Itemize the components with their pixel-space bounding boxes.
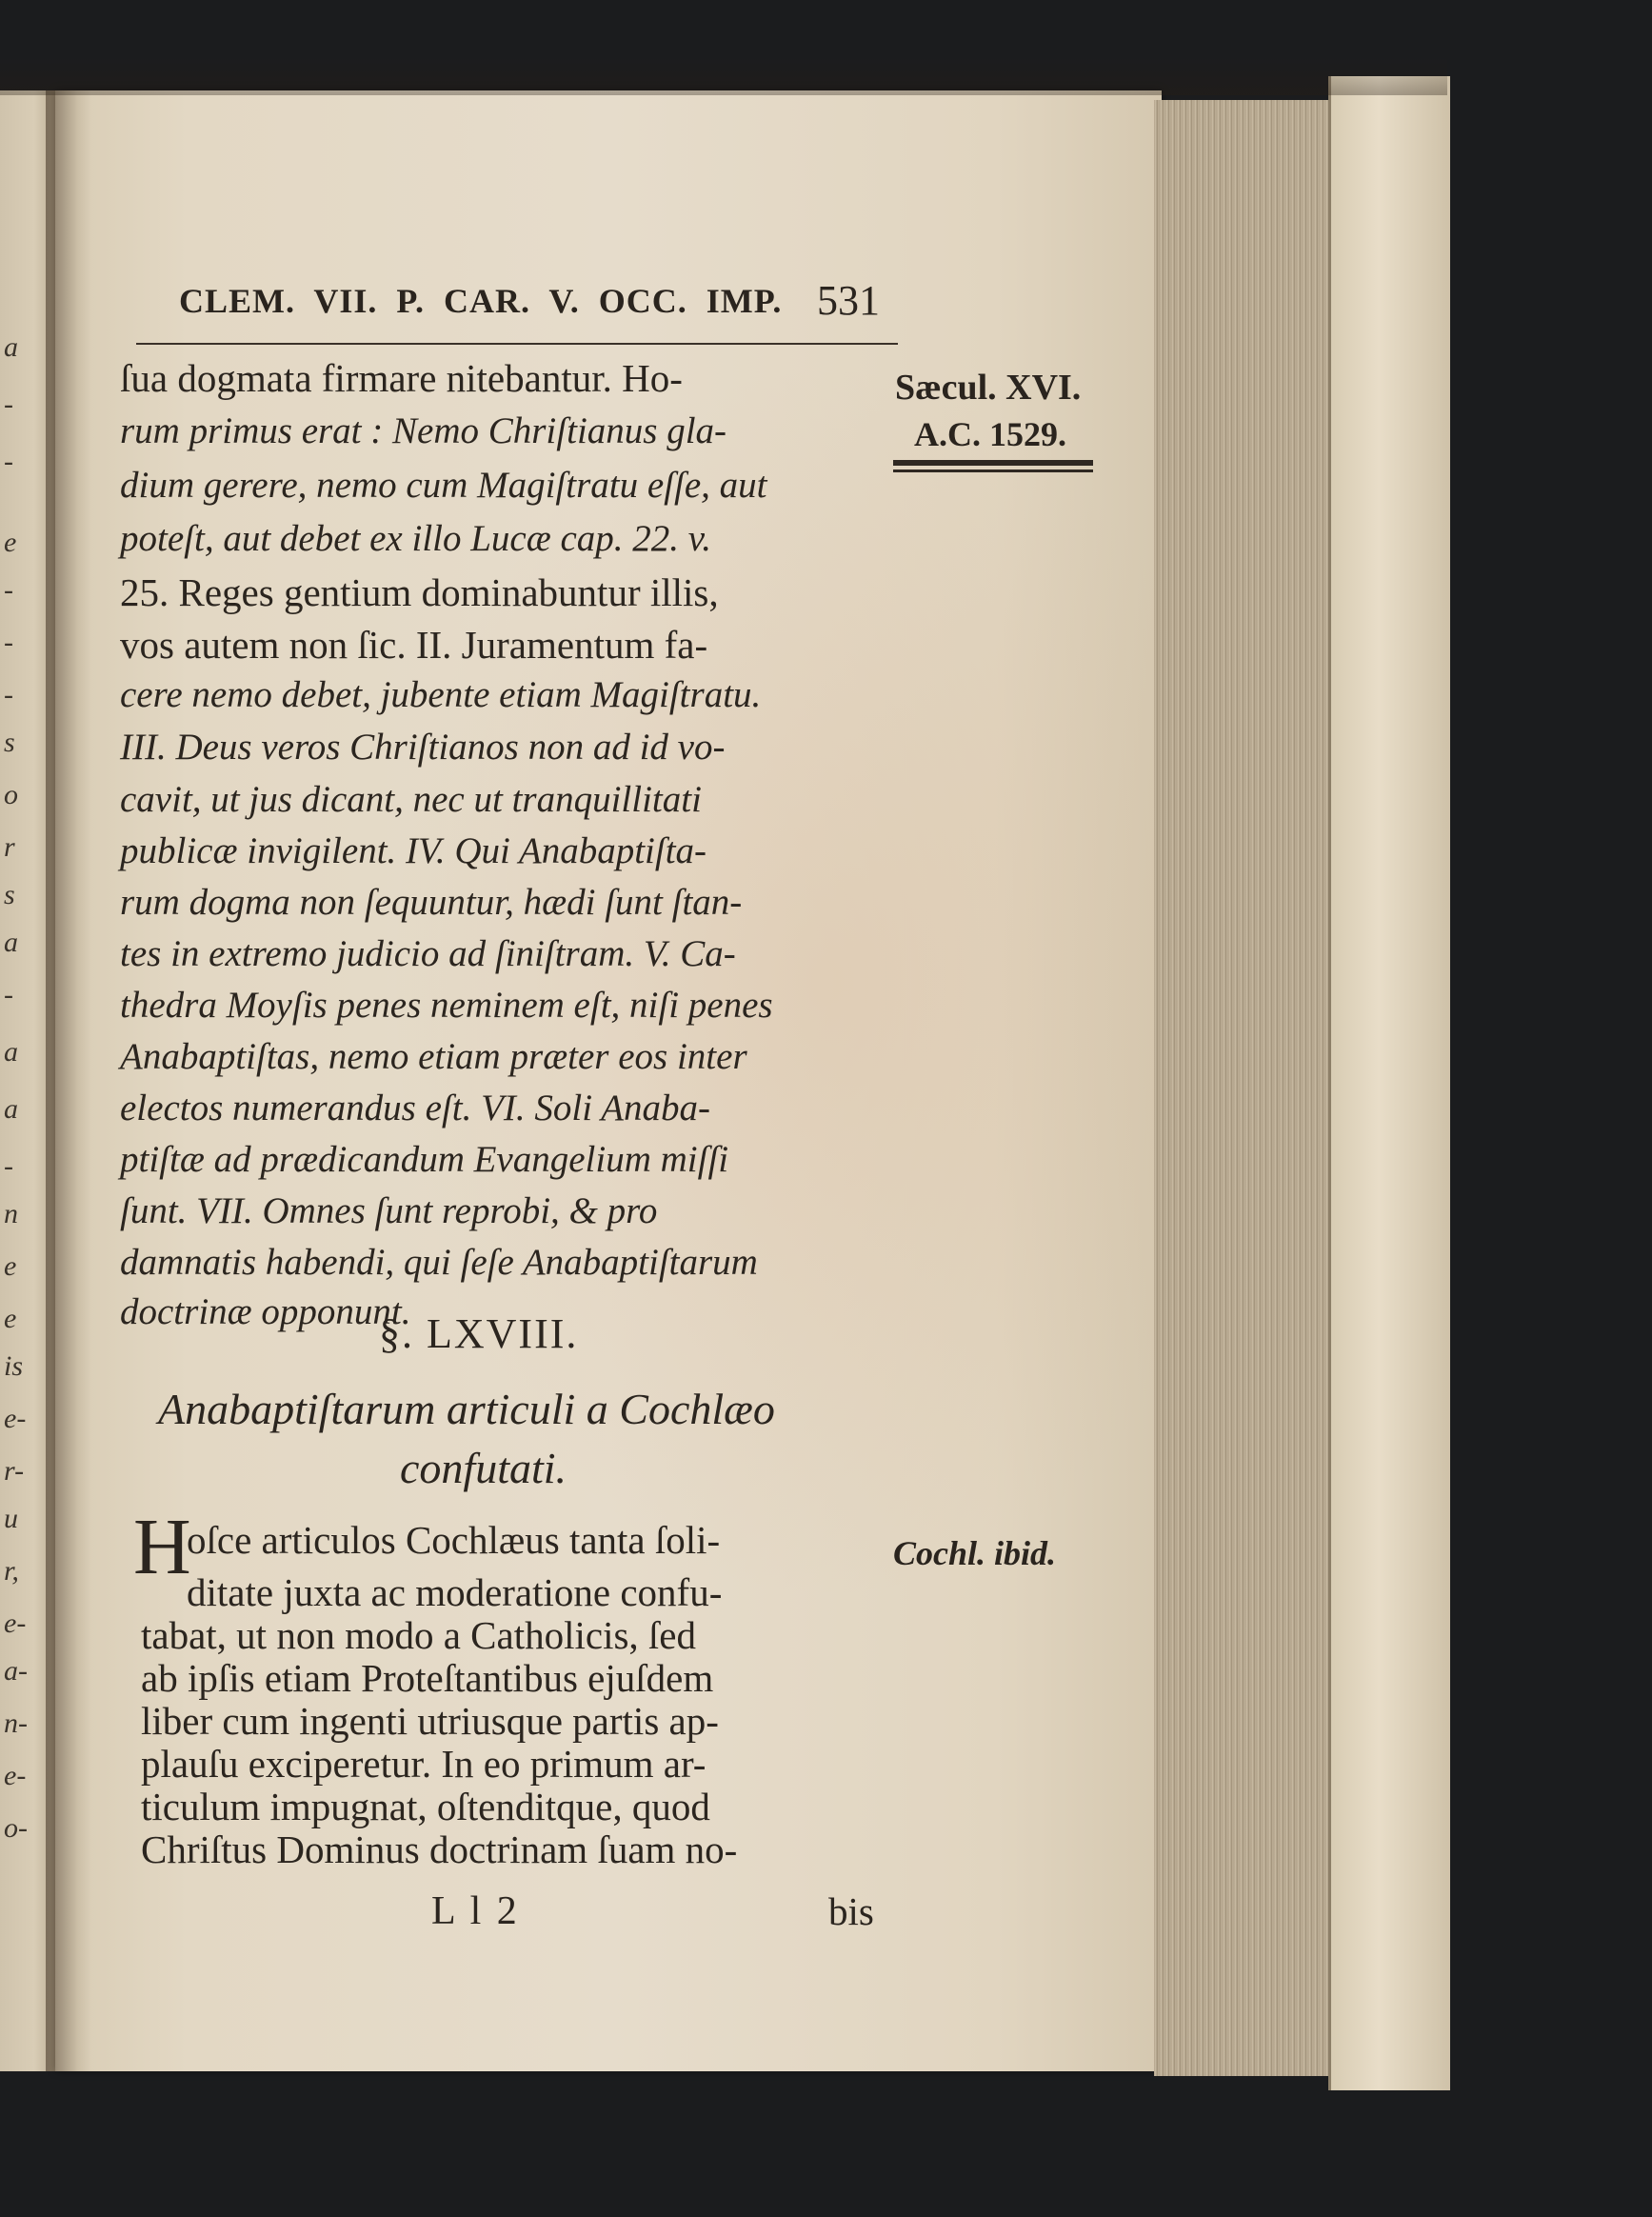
paragraph-line: Chriſtus Dominus doctrinam ſuam no- [141,1828,738,1871]
body-line: ptiſtæ ad prædicandum Evangelium miſſi [120,1139,729,1180]
book-cover-edge [1328,76,1450,2090]
body-line: rum dogma non ſequuntur, hædi ſunt ſtan- [120,882,743,923]
body-line: dium gerere, nemo cum Magiſtratu eſſe, aut [120,465,767,506]
top-shadow [0,57,1447,95]
gutter-shadow [46,90,91,2071]
paragraph-line: ticulum impugnat, oſtenditque, quod [141,1785,710,1828]
body-line: damnatis habendi, qui ſeſe Anabaptiſtarum [120,1242,758,1283]
body-line: thedra Moyſis penes neminem eſt, niſi penes [120,985,773,1026]
paragraph-line: ditate juxta ac moderatione confu- [187,1570,723,1614]
margin-note-rule [893,460,1093,466]
signature-mark: L l 2 [431,1889,520,1933]
body-line: poteſt, aut debet ex illo Lucæ cap. 22. v. [120,518,711,559]
book-page [55,90,1162,2071]
body-line: ſunt. VII. Omnes ſunt reprobi, & pro [120,1190,658,1231]
body-line: publicæ invigilent. IV. Qui Anabaptiſta- [120,830,707,871]
margin-note-century: Sæcul. XVI. [895,368,1082,408]
left-facing-page: a - - e - - - s o r s a - a a - n e e is e- r- u r, e- a- n- e- o- [0,90,57,2071]
body-line: vos autem non ſic. II. Juramentum fa- [120,623,708,667]
page-block-edges [1154,100,1330,2076]
section-number: §. LXVIII. [379,1310,579,1357]
body-line: rum primus erat : Nemo Chriſtianus gla- [120,410,727,451]
paragraph-line: tabat, ut non modo a Catholicis, ſed [141,1613,697,1657]
paragraph-line: plauſu exciperetur. In eo primum ar- [141,1742,707,1786]
body-line: electos numerandus eſt. VI. Soli Anaba- [120,1088,710,1128]
catchword: bis [828,1889,874,1933]
header-rule [136,343,898,345]
body-line: cere nemo debet, jubente etiam Magiſtratu. [120,674,762,715]
body-line: 25. Reges gentium dominabuntur illis, [120,570,719,614]
paragraph-line: liber cum ingenti utriusque partis ap- [141,1699,719,1743]
section-title-continued: confutati. [400,1444,567,1492]
body-line: tes in extremo judicio ad ſiniſtram. V. Ca- [120,933,736,974]
body-line: cavit, ut jus dicant, nec ut tranquillitati [120,779,702,820]
margin-note-rule-thin [893,469,1093,472]
page-number: 531 [817,277,880,324]
margin-note-citation: Cochl. ibid. [893,1534,1057,1572]
paragraph-first-line: oſce articulos Cochlæus tanta ſoli- [187,1518,721,1562]
drop-cap: H [133,1503,191,1591]
body-line: doctrinæ opponunt. [120,1291,411,1332]
body-line: ſua dogmata firmare nitebantur. Ho- [120,356,683,400]
section-title: Anabaptiſtarum articuli a Cochlæo [158,1385,775,1433]
running-head: CLEM. VII. P. CAR. V. OCC. IMP. [179,282,783,320]
margin-note-year: A.C. 1529. [914,415,1066,453]
paragraph-line: ab ipſis etiam Proteſtantibus ejuſdem [141,1656,714,1700]
body-line: Anabaptiſtas, nemo etiam præter eos inter [120,1036,747,1077]
body-line: III. Deus veros Chriſtianos non ad id vo- [120,727,726,768]
